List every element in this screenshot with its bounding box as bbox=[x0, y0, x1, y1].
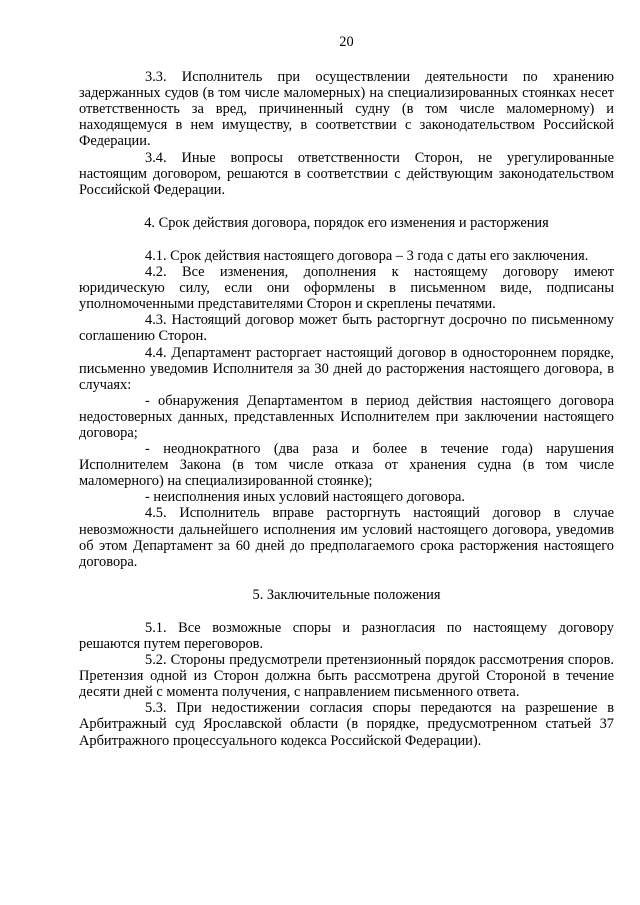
clause-4-2: 4.2. Все изменения, дополнения к настоящему договору имеют юридическую силу, если они оформлены в письменном виде, подписаны уполномоченными представителями Сторон и скреплены печатями. bbox=[79, 264, 614, 313]
clause-4-1: 4.1. Срок действия настоящего договора – 3 года с даты его заключения. bbox=[145, 247, 589, 264]
clause-5-3: 5.3. При недостижении согласия споры передаются на разрешение в Арбитражный суд Ярославской области (в порядке, предусмотренном статьей 37 Арбитражного процессуального кодекса Российской Федерации). bbox=[79, 700, 614, 749]
clause-4-4: 4.4. Департамент расторгает настоящий договор в одностороннем порядке, письменно уведомив Исполнителя за 30 дней до расторжения настоящего договора, в случаях: bbox=[79, 344, 614, 393]
clause-3-3: 3.3. Исполнитель при осуществлении деятельности по хранению задержанных судов (в том числе маломерных) на специализированных стоянках несет ответственность за вред, причиненный судну (в том числе маломерному) и находящемуся в нем имуществу, в соответствии с законодательством Российской Федерации. bbox=[79, 69, 614, 150]
clause-4-3: 4.3. Настоящий договор может быть расторгнут досрочно по письменному соглашению Сторон. bbox=[79, 312, 614, 345]
clause-4-5: 4.5. Исполнитель вправе расторгнуть настоящий договор в случае невозможности дальнейшего исполнения им условий настоящего договора, уведомив об этом Департамент за 60 дней до предполагаемого срока расторжения настоящего договора. bbox=[79, 505, 614, 570]
document-page bbox=[79, 34, 614, 749]
clause-4-4-case-3: - неисполнения иных условий настоящего договора. bbox=[145, 489, 466, 506]
section-heading-5: 5. Заключительные положения bbox=[252, 586, 441, 603]
clause-4-4-case-1: - обнаружения Департаментом в период действия настоящего договора недостоверных данных, представленных Исполнителем при заключении настоящего договора; bbox=[79, 392, 614, 441]
clause-3-4: 3.4. Иные вопросы ответственности Сторон, не урегулированные настоящим договором, решаются в соответствии с действующим законодательством Российской Федерации. bbox=[79, 149, 614, 198]
clause-5-2: 5.2. Стороны предусмотрели претензионный порядок рассмотрения споров. Претензия одной из Сторон должна быть рассмотрена другой Стороной в течение десяти дней с момента получения, с направлением письменного ответа. bbox=[79, 652, 614, 701]
section-heading-4: 4. Срок действия договора, порядок его изменения и расторжения bbox=[144, 214, 549, 231]
page-number: 20 bbox=[339, 34, 354, 50]
clause-5-1: 5.1. Все возможные споры и разногласия по настоящему договору решаются путем переговоров. bbox=[79, 619, 614, 652]
clause-4-4-case-2: - неоднократного (два раза и более в течение года) нарушения Исполнителем Закона (в том числе отказа от хранения судна (в том числе маломерного) на специализированной стоянке); bbox=[79, 441, 614, 490]
